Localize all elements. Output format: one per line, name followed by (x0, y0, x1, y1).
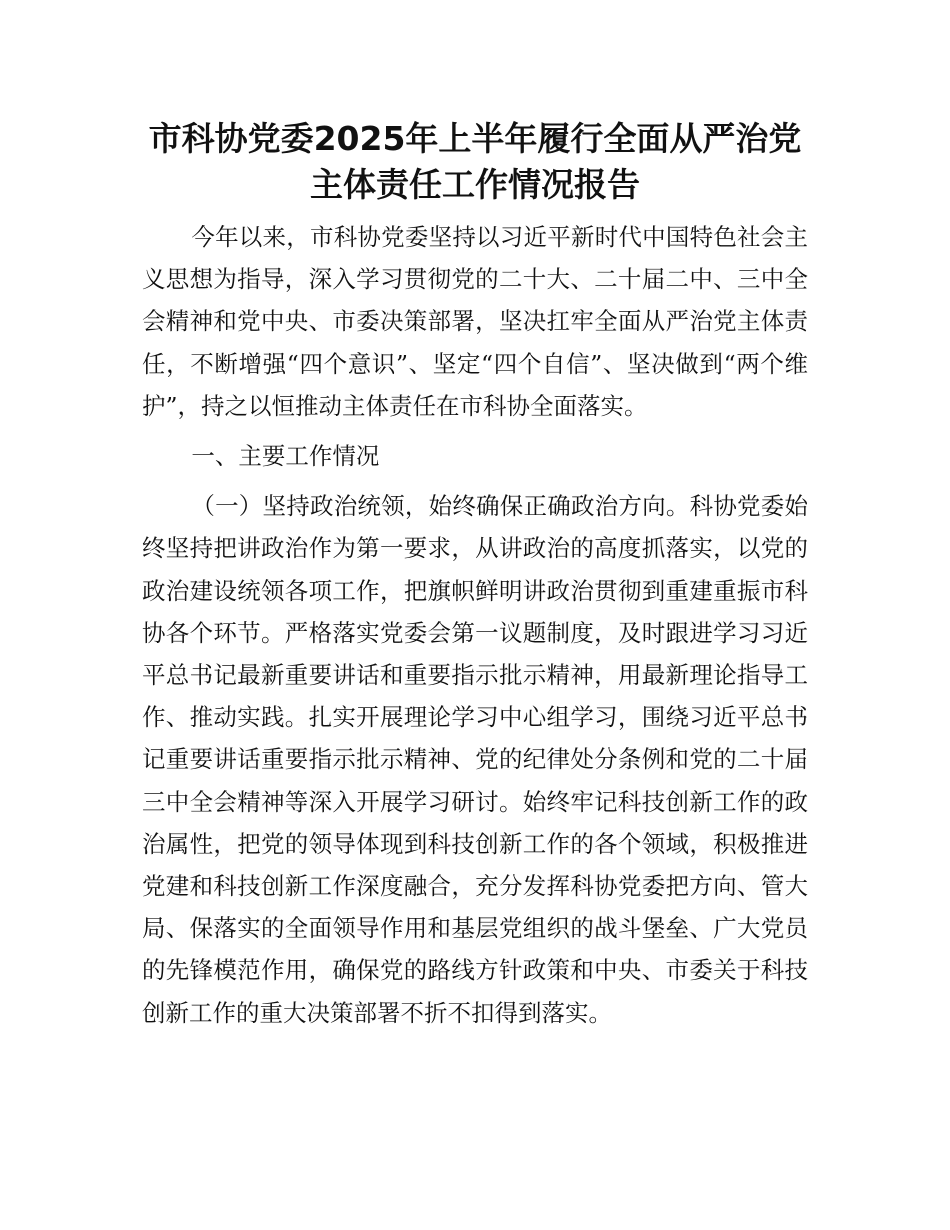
document-title: 市科协党委2025年上半年履行全面从严治党主体责任工作情况报告 (148, 119, 802, 204)
section-heading: 一、主要工作情况 (191, 442, 380, 471)
intro-paragraph: 今年以来，市科协党委坚持以习近平新时代中国特色社会主义思想为指导，深入学习贯彻党的二十大、二十届二中、三中全会精神和党中央、市委决策部署，坚决扛牢全面从严治党主体责任，不断增强“四个意识”、坚定“四个自信”、坚决做到“两个维护”，持之以恒推动主体责任在市科协全面落实。 (142, 223, 808, 420)
section-paragraph: （一）坚持政治统领，始终确保正确政治方向。科协党委始终坚持把讲政治作为第一要求，从讲政治的高度抓落实，以党的政治建设统领各项工作，把旗帜鲜明讲政治贯彻到重建重振市科协各个环节。严格落实党委会第一议题制度，及时跟进学习习近平总书记最新重要讲话和重要指示批示精神，用最新理论指导工作、推动实践。扎实开展理论学习中心组学习，围绕习近平总书记重要讲话重要指示批示精神、党的纪律处分条例和党的二十届三中全会精神等深入开展学习研讨。始终牢记科技创新工作的政治属性，把党的领导体现到科技创新工作的各个领域，积极推进党建和科技创新工作深度融合，充分发挥科协党委把方向、管大局、保落实的全面领导作用和基层党组织的战斗堡垒、广大党员的先锋模范作用，确保党的路线方针政策和中央、市委关于科技创新工作的重大决策部署不折不扣得到落实。 (142, 492, 808, 1027)
document-body (142, 216, 808, 1034)
